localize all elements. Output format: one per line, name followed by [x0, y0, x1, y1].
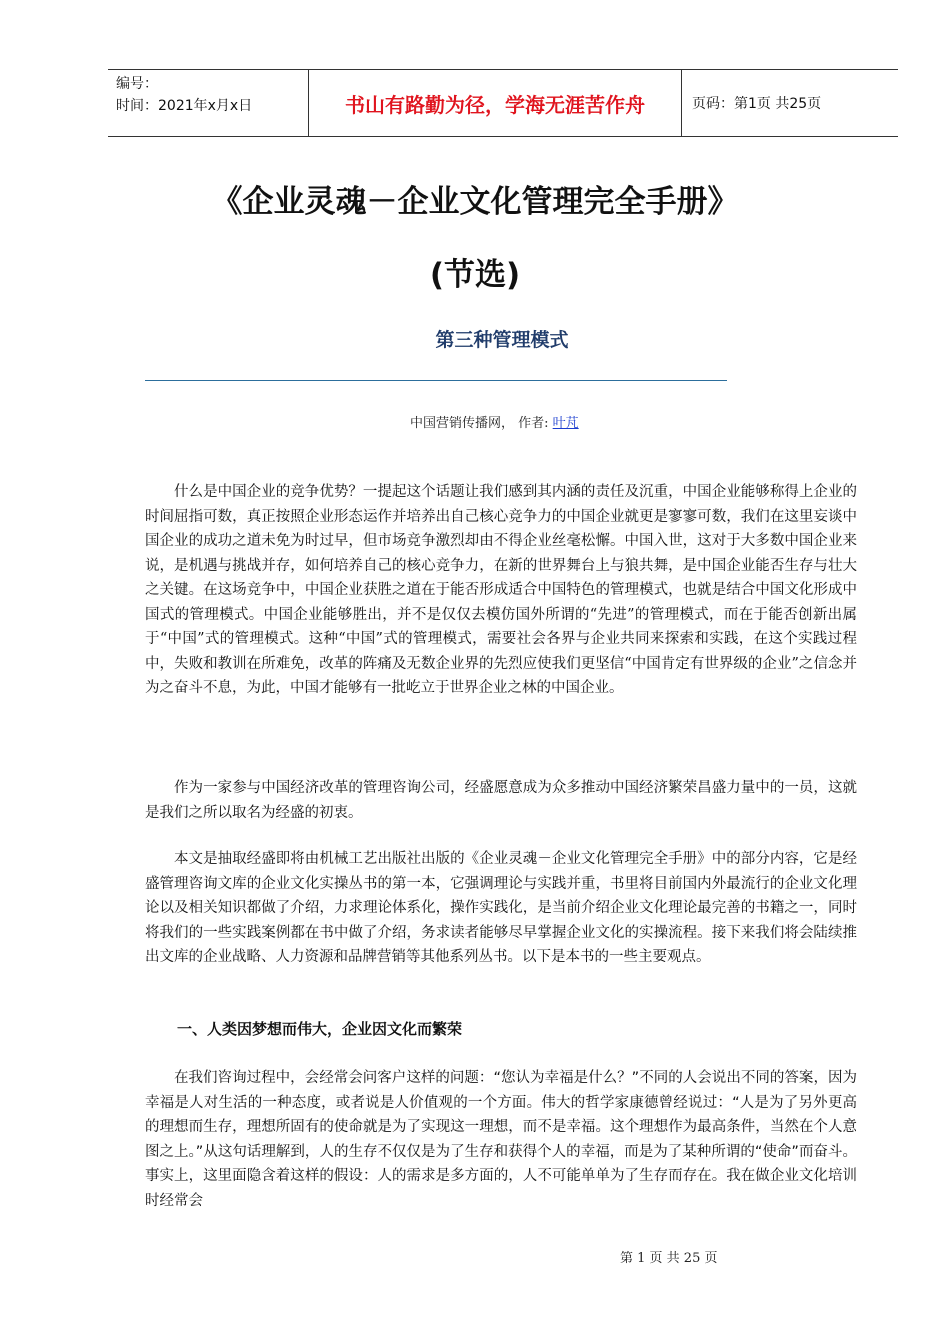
- header-meta: [108, 70, 309, 136]
- source-prefix: 中国营销传播网， 作者:: [410, 416, 553, 431]
- header-page-info: 页码：第1页 共25页: [692, 96, 822, 112]
- document-title: 《企业灵魂－企业文化管理完全手册》: [211, 184, 739, 220]
- document-subtitle: (节选): [429, 257, 521, 293]
- page-header: [108, 69, 898, 137]
- paragraph-1: 什么是中国企业的竞争优势？一提起这个话题让我们感到其内涵的责任及沉重，中国企业能够称得上企业的时间屈指可数，真正按照企业形态运作并培养出自己核心竞争力的中国企业就更是寥寥可数，我们在这里妄谈中国企业的成功之道未免为时过早，但市场竞争激烈却由不得企业丝毫松懈。中国入世，这对于大多数中国企业来说，是机遇与挑战并存，如何培养自己的核心竞争力，在新的世界舞台上与狼共舞，是中国企业能否生存与壮大之关键。在这场竞争中，中国企业获胜之道在于能否形成适合中国特色的管理模式，也就是结合中国文化形成中国式的管理模式。中国企业能够胜出，并不是仅仅去模仿国外所谓的“先进”的管理模式，而在于能否创新出属于“中国”式的管理模式。这种“中国”式的管理模式，需要社会各界与企业共同来探索和实践，在这个实践过程中，失败和教训在所难免，改革的阵痛及无数企业界的先烈应使我们更坚信“中国肯定有世界级的企业”之信念并为之奋斗不息，为此，中国才能够有一批屹立于世界企业之林的中国企业。: [145, 484, 857, 696]
- author-link[interactable]: 叶芃: [552, 416, 579, 431]
- page-footer: 第 1 页 共 25 页: [620, 1251, 718, 1266]
- paragraph-2: 作为一家参与中国经济改革的管理咨询公司，经盛愿意成为众多推动中国经济繁荣昌盛力量中的一员，这就是我们之所以取名为经盛的初衷。: [145, 780, 857, 821]
- source-line: [410, 412, 579, 431]
- number-label: 编号：: [116, 76, 158, 92]
- section-1-heading: 一、人类因梦想而伟大，企业因文化而繁荣: [177, 1020, 463, 1038]
- section-heading: 第三种管理模式: [435, 329, 569, 351]
- header-motto: 书山有路勤为径，学海无涯苦作舟: [309, 70, 682, 136]
- title-divider: [145, 380, 727, 381]
- paragraph-4: 在我们咨询过程中，会经常会问客户这样的问题：“您认为幸福是什么？”不同的人会说出不同的答案，因为幸福是人对生活的一种态度，或者说是人价值观的一个方面。伟大的哲学家康德曾经说过：“人是为了另外更高的理想而生存，理想所固有的使命就是为了实现这一理想，而不是幸福。这个理想作为最高条件，当然在个人意图之上。”从这句话理解到，人的生存不仅仅是为了生存和获得个人的幸福，而是为了某种所谓的“使命”而奋斗。事实上，这里面隐含着这样的假设：人的需求是多方面的，人不可能单单为了生存而存在。我在做企业文化培训时经常会: [145, 1070, 857, 1209]
- time-label: 时间：2021年x月x日: [116, 98, 253, 114]
- paragraph-3: 本文是抽取经盛即将由机械工艺出版社出版的《企业灵魂－企业文化管理完全手册》中的部分内容，它是经盛管理咨询文库的企业文化实操丛书的第一本，它强调理论与实践并重，书里将目前国内外最流行的企业文化理论以及相关知识都做了介绍，力求理论体系化，操作实践化，是当前介绍企业文化理论最完善的书籍之一，同时将我们的一些实践案例都在书中做了介绍，务求读者能够尽早掌握企业文化的实操流程。接下来我们将会陆续推出文库的企业战略、人力资源和品牌营销等其他系列丛书。以下是本书的一些主要观点。: [145, 851, 857, 965]
